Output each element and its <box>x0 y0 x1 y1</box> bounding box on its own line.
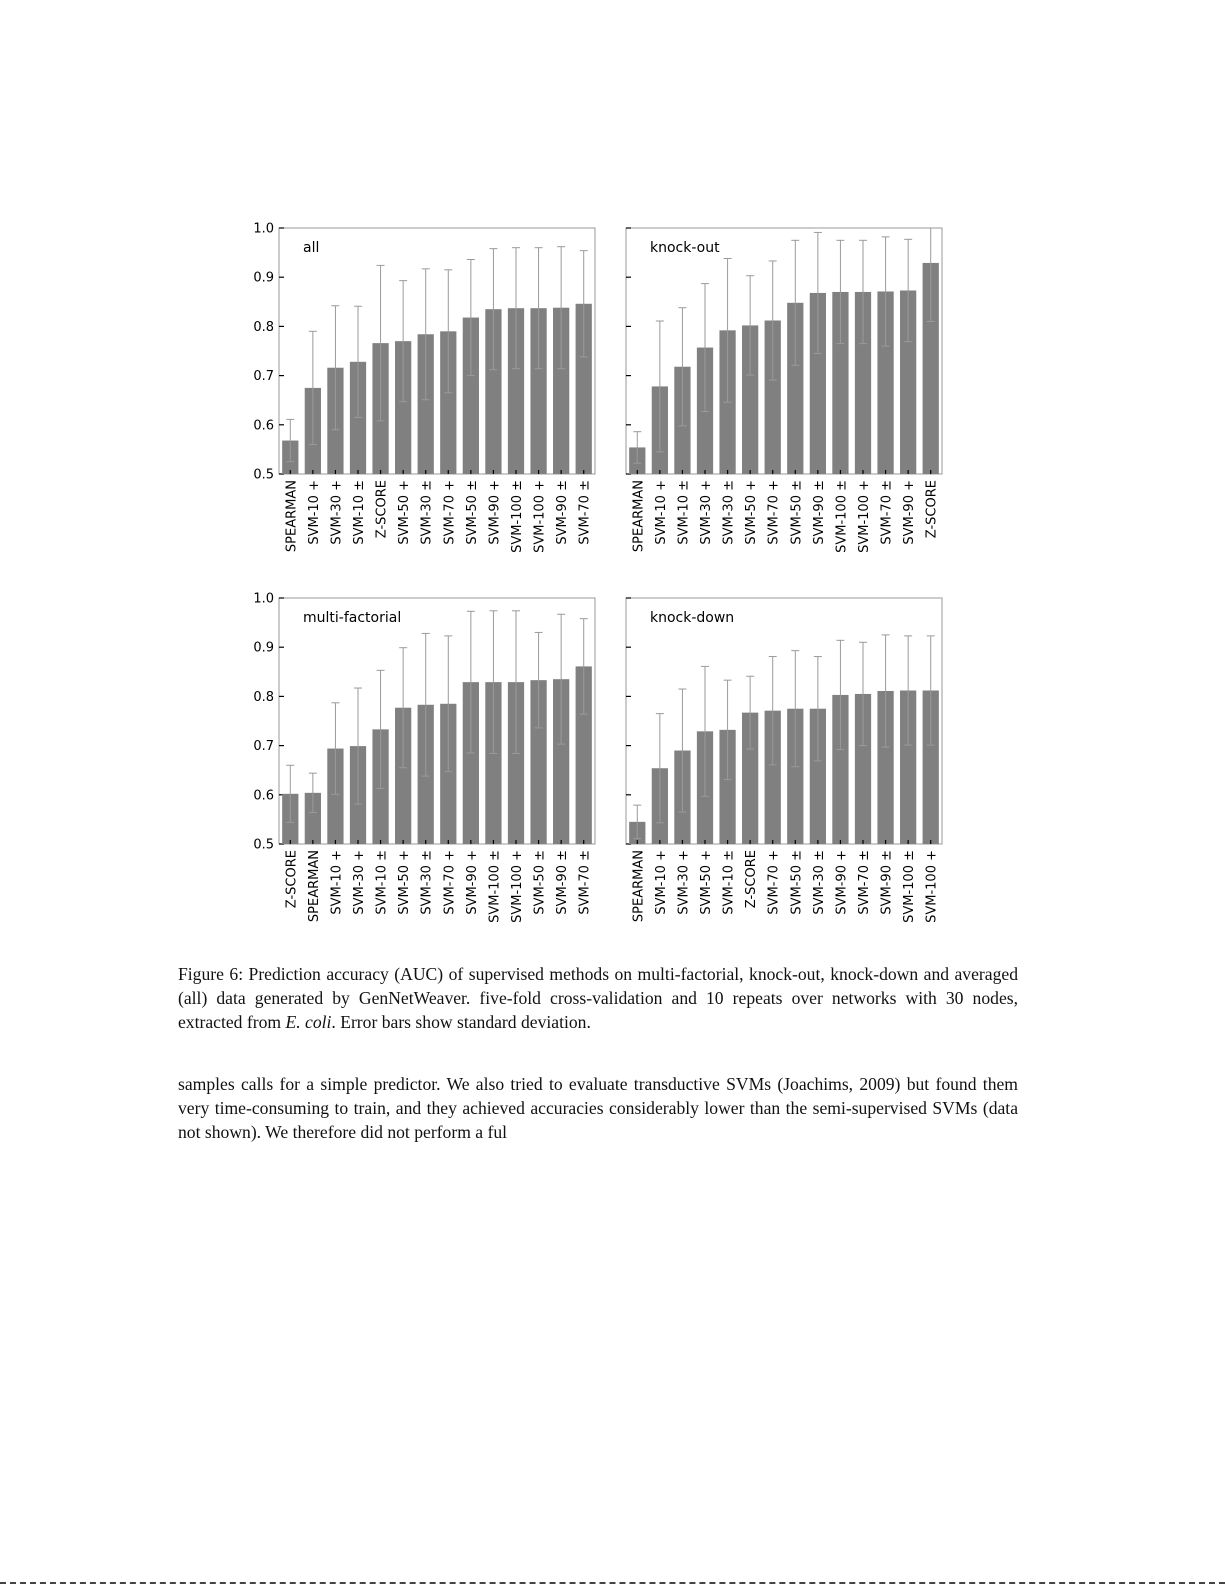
x-tick-label: SVM-100 ± <box>487 850 503 923</box>
x-tick-label: SVM-100 + <box>510 850 525 923</box>
x-tick-label: SVM-70 + <box>766 850 782 915</box>
panel-title: knock-out <box>650 240 720 256</box>
x-tick-label: SVM-10 + <box>306 480 322 545</box>
plot-frame <box>279 228 595 474</box>
x-tick-label: SVM-50 + <box>699 850 714 915</box>
x-tick-label: SVM-30 + <box>676 850 692 915</box>
x-tick-label: Z-SCORE <box>374 480 390 539</box>
x-tick-label: SVM-70 + <box>766 480 782 545</box>
x-tick-label: SVM-100 ± <box>834 480 850 553</box>
chart-panel-4 <box>626 598 942 923</box>
page-bottom-rule <box>0 1582 1225 1584</box>
x-tick-label: SVM-90 + <box>834 850 850 915</box>
x-tick-label: SVM-50 + <box>744 480 760 545</box>
chart-panel-1 <box>253 222 595 553</box>
x-tick-label: SVM-100 ± <box>510 480 525 553</box>
y-tick-label: 0.8 <box>253 319 274 335</box>
x-tick-label: SVM-70 ± <box>879 480 895 545</box>
y-tick-label: 1.0 <box>253 591 274 607</box>
x-tick-label: SVM-10 ± <box>721 850 737 915</box>
panel-title: all <box>303 240 320 256</box>
x-tick-label: SVM-70 ± <box>577 850 593 915</box>
x-tick-label: SVM-50 ± <box>789 480 805 545</box>
x-tick-label: SVM-70 ± <box>577 480 593 545</box>
x-tick-label: SVM-50 ± <box>532 850 548 915</box>
caption-text: Figure 6: Prediction accuracy (AUC) of supervised methods on multi-factorial, knock-out, knock-down and averaged (all) data generated by GenNetWeaver. five-fold cross-validation and 10 repeats over networks with 30 nodes, extracted from <box>178 964 1018 1032</box>
x-tick-label: SVM-90 ± <box>879 850 895 915</box>
x-tick-label: SVM-10 + <box>329 850 345 915</box>
x-tick-label: SPEARMAN <box>306 850 322 923</box>
chart-panel-3 <box>253 592 595 923</box>
x-tick-label: SVM-30 ± <box>419 480 435 545</box>
y-tick-label: 0.5 <box>253 837 274 853</box>
x-tick-label: SVM-10 ± <box>352 480 367 545</box>
x-tick-label: Z-SCORE <box>924 480 940 539</box>
x-tick-label: SVM-90 ± <box>811 480 827 545</box>
caption-species: E. coli <box>285 1012 332 1032</box>
x-tick-label: SVM-30 + <box>352 850 367 915</box>
body-paragraph: samples calls for a simple predictor. We also tried to evaluate transductive SVMs (Joachims, 2009) but found them very time-consuming to train, and they achieved accuracies considerably lower than the semi-supervised SVMs (data not shown). We therefore did not perform a ful <box>178 1074 1018 1142</box>
x-tick-label: SVM-90 ± <box>555 850 571 915</box>
x-tick-label: SVM-30 + <box>699 480 714 545</box>
x-tick-label: SVM-30 ± <box>419 850 435 915</box>
y-tick-label: 0.7 <box>253 369 274 385</box>
x-tick-label: SVM-50 + <box>397 480 413 545</box>
y-tick-label: 1.0 <box>253 221 274 237</box>
x-tick-label: SVM-100 ± <box>902 850 918 923</box>
x-tick-label: SVM-50 ± <box>464 480 480 545</box>
x-tick-label: SVM-10 + <box>653 850 669 915</box>
panel-title: multi-factorial <box>303 610 402 626</box>
x-tick-label: SVM-100 + <box>532 480 548 553</box>
y-tick-label: 0.5 <box>253 467 274 483</box>
plot-frame <box>279 598 595 844</box>
x-tick-label: SVM-10 ± <box>374 850 390 915</box>
x-tick-label: SVM-50 + <box>397 850 413 915</box>
x-tick-label: SVM-30 ± <box>721 480 737 545</box>
x-tick-label: SVM-70 ± <box>857 850 872 915</box>
x-tick-label: SVM-10 ± <box>676 480 692 545</box>
x-tick-label: SPEARMAN <box>284 480 300 553</box>
plot-frame <box>626 598 942 844</box>
x-tick-label: SVM-50 ± <box>789 850 805 915</box>
x-tick-label: Z-SCORE <box>744 850 760 909</box>
x-tick-label: SVM-30 ± <box>811 850 827 915</box>
x-tick-label: SVM-90 ± <box>555 480 571 545</box>
x-tick-label: SPEARMAN <box>631 850 647 923</box>
x-tick-label: SVM-30 + <box>329 480 345 545</box>
y-tick-label: 0.6 <box>253 788 274 804</box>
x-tick-label: Z-SCORE <box>284 850 300 909</box>
y-tick-label: 0.7 <box>253 739 274 755</box>
x-tick-label: SVM-100 + <box>924 850 940 923</box>
y-tick-label: 0.9 <box>253 270 274 286</box>
caption-suffix: . Error bars show standard deviation. <box>331 1012 591 1032</box>
y-tick-label: 0.9 <box>253 640 274 656</box>
x-tick-label: SVM-100 + <box>857 480 872 553</box>
panel-title: knock-down <box>650 610 735 626</box>
figure-caption <box>178 962 1018 1034</box>
x-tick-label: SVM-70 + <box>442 480 458 545</box>
x-tick-label: SVM-70 + <box>442 850 458 915</box>
y-tick-label: 0.6 <box>253 418 274 434</box>
x-tick-label: SVM-90 + <box>902 480 918 545</box>
x-tick-label: SVM-10 + <box>653 480 669 545</box>
x-tick-label: SPEARMAN <box>631 480 647 553</box>
plot-frame <box>626 228 942 474</box>
x-tick-label: SVM-90 + <box>464 850 480 915</box>
y-tick-label: 0.8 <box>253 689 274 705</box>
x-tick-label: SVM-90 + <box>487 480 503 545</box>
chart-panel-2 <box>626 228 942 553</box>
